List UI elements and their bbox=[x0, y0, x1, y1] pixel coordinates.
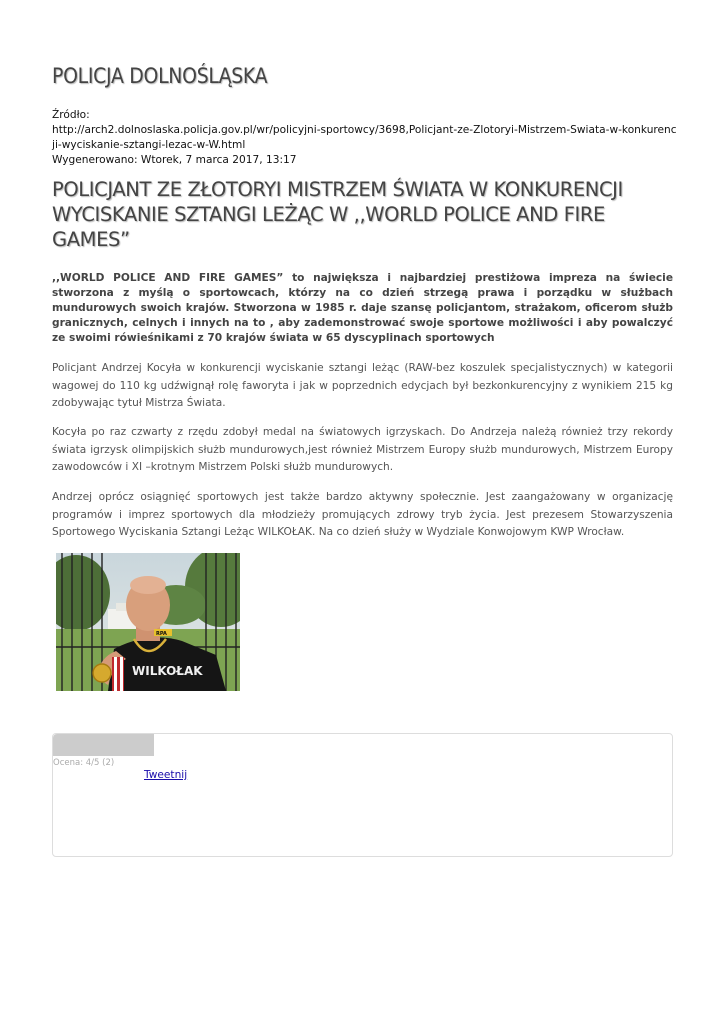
article-lead: ,,WORLD POLICE AND FIRE GAMES” to największa i najbardziej prestiżowa impreza na świecie stworzona z myślą o sportowcach, którzy na co dzień strzegą prawa i porządku w służbach mundurowych swoich krajów. Stworzona w 1985 r. daje szansę policjantom, strażakom, oficerom służb granicznych, celnych i innych na to , aby zademonstrować swoje sportowe możliwości i aby powalczyć ze swoimi rówieśnikami z 70 krajów świata w 65 dyscyplinach sportowych bbox=[52, 272, 673, 344]
article-title: POLICJANT ZE ZŁOTORYI MISTRZEM ŚWIATA W KONKURENCJI WYCISKANIE SZTANGI LEŻĄC W ,,WORLD POLICE AND FIRE GAMES” bbox=[52, 178, 623, 251]
generated-date: Wygenerowano: Wtorek, 7 marca 2017, 13:17 bbox=[52, 154, 297, 166]
article-paragraph: Andrzej oprócz osiągnięć sportowych jest także bardzo aktywny społecznie. Jest zaangażowany w organizację programów i imprez sportowych dla młodzieży promujących zdrowy tryb życia. Jest prezesem Stowarzyszenia Sportowego Wyciskania Sztangi Leżąc WILKOŁAK. Na co dzień służy w Wydziale Konwojowym KWP Wrocław. bbox=[52, 491, 673, 538]
article-paragraph: Kocyła po raz czwarty z rzędu zdobył medal na światowych igrzyskach. Do Andrzeja należą również trzy rekordy świata igrzysk olimpijskich służb mundurowych,jest również Mistrzem Europy służb mundurowych, Mistrzem Europy zawodowców i XI –krotnym Mistrzem Polski służb mundurowych. bbox=[52, 426, 673, 473]
photo-patch-text: RPA bbox=[156, 631, 167, 637]
photo-shirt-text: WILKOŁAK bbox=[132, 664, 203, 678]
article-photo bbox=[56, 553, 240, 691]
rating-stars-bar[interactable] bbox=[53, 734, 154, 756]
source-label: Źródło: bbox=[52, 109, 90, 121]
site-title: POLICJA DOLNOŚLĄSKA bbox=[52, 64, 268, 88]
rating-text: Ocena: 4/5 (2) bbox=[53, 758, 115, 768]
rating-box bbox=[52, 733, 673, 857]
source-url: http://arch2.dolnoslaska.policja.gov.pl/wr/policyjni-sportowcy/3698,Policjant-ze-Zlotoryi-Mistrzem-Swiata-w-konkurencji-wyciskanie-sztangi-lezac-w-W.html bbox=[52, 124, 677, 151]
article-paragraph: Policjant Andrzej Kocyła w konkurencji wyciskanie sztangi leżąc (RAW-bez koszulek specjalistycznych) w kategorii wagowej do 110 kg udźwignął rolę faworyta i jak w poprzednich edycjach był bezkonkurencyjny z wynikiem 215 kg zdobywając tytuł Mistrza Świata. bbox=[52, 362, 673, 409]
source-meta bbox=[52, 108, 677, 168]
tweet-link[interactable]: Tweetnij bbox=[144, 769, 188, 781]
